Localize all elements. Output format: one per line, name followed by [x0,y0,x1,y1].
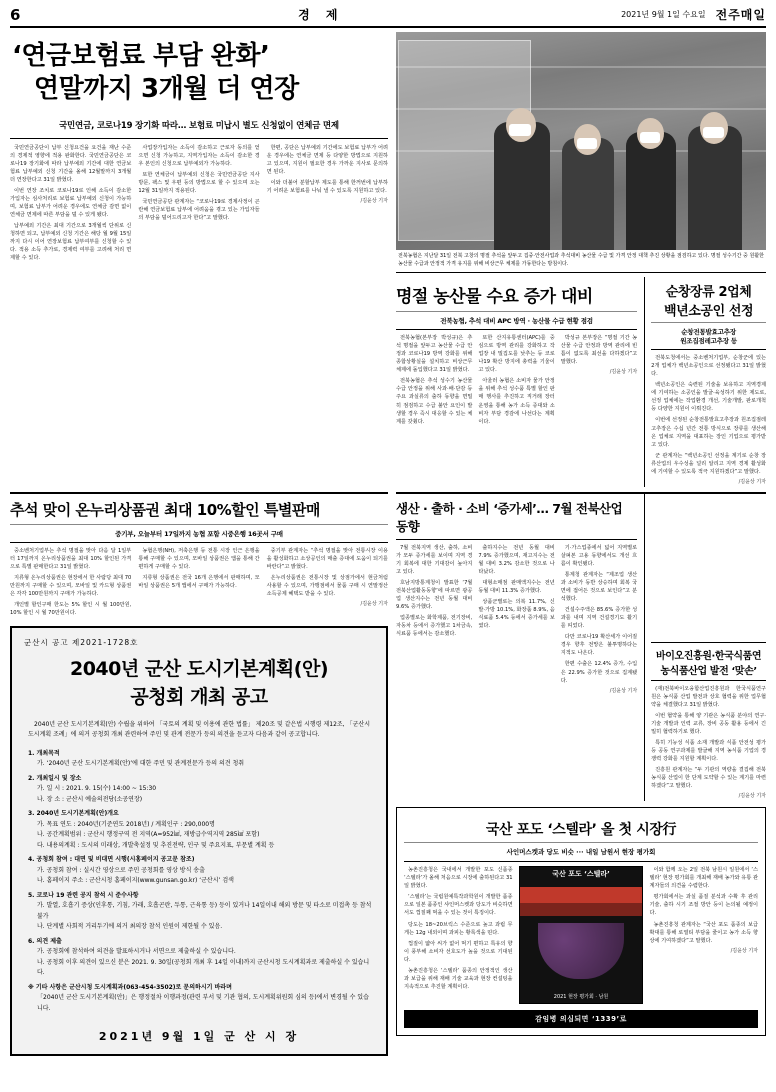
notice-item-sub: 나. 단계별 사회적 거리두기에 의거 최의장 참석 인원이 제한될 수 있음. [37,923,223,931]
paragraph: 농촌진흥청은 ‘스텔라’ 품종의 안정적인 생산과 보급을 위해 재배 기술 교육과 현장 컨설팅을 지속적으로 추진할 계획이다. [404,967,513,990]
notice-item-sub: 가. 공청회 참여 : 실시간 영상으로 주민 공청회를 영상 방식 송출 [37,866,205,874]
notice-item [28,855,374,887]
notice-item-title: 6. 의견 제출 [28,937,62,945]
paragraph: 아울러 농협은 소비자 물가 안정을 위해 추석 성수품 특별 할인 판매 행사를 추진하고 직거래 장터 운영을 통해 농가 소득 증대와 소비자 부담 경감에 나선다는 계획이다. [478,378,555,425]
paragraph: 또한 연체금이 납부예외 신청은 국민연금공단 지사 방문, 팩스 및 우편 등의 방법으로 할 수 있으며 오는 12월 31일까지 적용된다. [138,171,260,194]
article-headline: 생산 · 출하 · 소비 ‘증가세’… 7월 전북산업 동향 [396,500,623,534]
notice-item [28,891,374,933]
paragraph: 출하지수는 전년 동월 대비 7.9% 증가했으며, 재고지수는 전월 대비 3.2% 감소한 것으로 나타났다. [478,544,555,575]
poster-title: 국산 포도 ‘스텔라’ [552,870,610,879]
grape-column-2 [649,866,758,1004]
paragraph: 건설수주액은 85.6% 증가한 성과를 내며 지역 건설경기도 활기를 띠었다. [560,607,638,630]
grape-poster-wrap [519,866,644,1004]
paragraph: 농촌진흥청은 국내에서 개발한 포도 신품종 ‘스텔라’가 올해 처음으로 시장에 출하된다고 31일 밝혔다. [404,867,513,890]
paragraph: 농촌진흥청 관계자는 “국산 포도 품종의 보급 확대를 통해 로열티 부담을 줄이고 농가 소득 향상에 기여하겠다”고 말했다. [649,921,759,944]
byline: /김윤상 기자 [609,687,638,694]
notice-item-sub: 나. 홈페이지 주소 : 군산시청 홈페이지(www.gunsan.go.kr) ‘군산시’ 검색 [37,877,234,885]
article-column-2 [478,334,554,429]
article-kicker: 전북농협, 추석 대비 APC 방역 · 농산물 수급 현황 점검 [440,317,593,325]
notice-item-sub: 다. 내용의계획 : 도시의 미래상, 개발축설정 및 추진전략, 인구 및 주요지표, 부문별 계획 등 [37,841,275,849]
notice-header: 군산시 공고 제2021-1728호 [24,638,139,648]
grape-headline: 국산 포도 ‘스텔라’ 올 첫 시장行 [485,822,677,839]
notice-item-title: 2. 개최일시 및 장소 [28,774,82,782]
article-kicker [651,323,766,349]
notice-item-title: ※ 기타 사항은 군산시청 도시계획과(063-454-3502)로 문의하시기 바라며 [28,983,232,991]
notice-item-sub: 나. 공간계획범위 : 군산시 행정구역 전 지역(A=952㎢, 재방급수역지역 285㎢ 포함) [37,831,260,839]
page-number: 6 [10,5,21,24]
lead-subheadline: 국민연금, 코로나19 장기화 따라… 보험료 미납시 별도 신청없이 연체금 면제 [59,120,339,131]
onnuri-column-2 [138,547,259,621]
onnuri-column-3 [267,547,388,621]
paragraph: 이번 연장 조치로 코로나19로 인해 소득이 감소한 가입자는 심사처리로 보험료 납부예외 신청이 가능하며, 보험료 납부가 어려운 경우에도 연체금 감면 없이 연체금 면제에 따른 부담을 덜 수 있게 됐다. [10,187,132,219]
paragraph: 국민연금공단이 납부 신청요건을 요건을 재난 수준의 경제적 영향에 적용 완화한다. 국민연금공단은 코로나19 장기화에 따라 납부예외 기간에 대한 연금보험료 납부예외 신청 기간을 올해 12월말까지 3개월 더 연장한다고 31일 밝혔다. [10,144,132,183]
article-column-1 [396,334,472,429]
lead-headline [10,32,388,109]
article-headline [651,277,766,322]
lead-column-1 [10,144,131,266]
notice-item-title: 4. 공청회 참여 : 대면 및 비대면 시행(시홍페이지 공고문 참조) [28,856,195,864]
article-grape [396,807,766,1036]
paragraph: 껍질이 얇아 씨가 없어 먹기 편하고 특유의 향이 풍부해 소비자 선호도가 높을 것으로 기대된다. [404,940,513,963]
paragraph: 호남지방통계청이 발표한 ‘7월 전북산업활동동향’에 따르면 광공업 생산지수는 전년 동월 대비 9.6% 증가했다. [396,579,473,611]
notice-item-sub: 가. 일 시 : 2021. 9. 15(수) 14:00 ~ 15:30 [37,785,157,793]
top-right-zone [396,32,766,487]
notice-title-line1: 2040년 군산 도시기본계획(안) [69,658,329,681]
public-health-stamp: 감임병 의심되면 ‘1339’로 [404,1010,758,1028]
byline: /김윤상 기자 [738,793,766,800]
article-headline [651,643,766,680]
headline-line2: 백년소공인 선정 [663,304,754,319]
article-onnuri-headline: 추석 맞이 온누리상품권 최대 10%할인 특별판매 [10,500,320,519]
paragraph: 또한 산지유통센터(APC)를 중심으로 방역 관리를 강화하고 작업장 내 밀집도를 낮추는 등 코로나19 확산 방지에 총력을 기울이고 있다. [478,335,555,374]
masthead [10,6,766,28]
paragraph: 특히 기능성 식품 소재 개발과 식품 안전성 평가 등 공동 연구과제를 발굴해 지역 농식품 기업의 경쟁력 강화를 지원할 계획이다. [651,740,766,763]
publication-date: 2021년 9월 1일 수요일 [621,10,706,19]
lead-column-3 [267,144,388,266]
article-nongsanmul [396,277,637,487]
paragraph: 중기부 관계자는 “추석 명절을 맞아 전통시장 이용을 활성화하고 소상공인의 매출 증대에 도움이 되기를 바란다”고 밝혔다. [266,547,388,570]
notice-items [24,749,374,1015]
photo-caption: 전북농협은 지난달 31일 전북 고창의 명절 추석을 앞두고 집중·안전사업과 추석대비 농산물 수급 및 가격 안정 대책 추진 상황을 점검하고 있다. 명절 성수기간 중 원활한 농산물 수급과 안정적 가격 유지를 위해 비상근무 체제를 가동한다는 방침이다. [398,253,764,267]
industry-column-2 [478,544,554,696]
onnuri-column-1 [10,547,131,621]
grape-illustration [538,923,624,979]
paragraph: 지류형 상품권은 전국 16개 은행에서 판매하며, 모바일 상품권은 5개 앱에서 구매가 가능하다. [138,574,260,589]
paragraph: 지류형 온누리상품권은 현장에서 한 사람당 최대 70만원까지 구매할 수 있으며, 모바일 및 카드형 상품권은 각각 100만원까지 구매가 가능하다. [10,574,132,597]
paragraph: 대형소매점 판매액지수는 전년 동월 대비 11.3% 증가했다. [478,579,555,594]
article-bio [644,494,766,802]
notice-title-line2: 공청회 개최 공고 [130,685,268,708]
grape-kicker: 사인머스켓과 당도 비슷 ··· 내일 남원서 현장 평가회 [506,848,656,857]
paragraph: 다만 코로나19 확산세가 이어질 경우 향후 전망은 불투명하다는 지적도 나온다. [560,634,638,657]
article-sunchang [644,277,766,487]
paragraph: 납부예외 기간은 최대 기간으로 3개월씩 단위로 신청하면 되고, 납부예외 신청 기간은 해당 월 9월 15일까지 다시 이어 연장보험료 납부여부를 신청할 수 있다. 적용 소득 추가로, 경제력 여부를 고려해 처리 면제할 수 있다. [10,223,132,262]
paragraph: 이와 함께 오는 2일 전북 남원시 일원에서 ‘스텔라’ 현장 평가회를 개최해 재배 농가와 유통 관계자들의 의견을 수렴한다. [649,867,759,890]
byline: /김윤상 기자 [609,369,638,376]
paragraph: 전북도청에서는 중소벤처기업부, 순창군에 있는 2개 업체가 백년소공인으로 선정됐다고 31일 밝혔다. [651,355,766,378]
notice-item [28,749,374,770]
article-column-1 [651,350,766,487]
lead-headline-line1: ‘연금보험료 부담 완화’ [12,41,270,71]
article-onnuri-kicker: 중기부, 오늘부터 17일까지 농협 포함 시중은행 16곳서 구매 [115,529,283,538]
notice-title [24,653,374,720]
paragraph: 7월 전북지역 생산, 출하, 소비가 모두 증가세를 보이며 지역 경기 회복에 대한 기대감이 높아지고 있다. [396,544,473,575]
paragraph: 군 관계자는 “백년소공인 선정을 계기로 순창 장류산업의 우수성을 널리 알리고 지역 경제 활성화에 기여할 수 있도록 적극 지원하겠다”고 말했다. [651,452,766,475]
bio-column-1 [651,681,766,802]
paragraph: (재)전북바이오융합산업진흥원과 한국식품연구원은 농식품 산업 발전과 상호 협력을 위한 업무협약을 체결했다고 31일 밝혔다. [651,685,766,708]
paragraph: 기·가스업종에서 넓어 지역별로 살펴본 고용 동향에서도 개선 흐름이 확인됐다. [560,544,638,567]
industry-bio-row [396,494,766,802]
paragraph: ‘스텔라’는 국립원예특작과학원이 개발한 품종으로 일본 품종인 샤인머스켓과 당도가 비슷하면서도 껍질째 먹을 수 있는 것이 특징이다. [404,894,513,917]
paragraph: 중소벤처기업부는 추석 명절을 맞아 다음 달 1일부터 17일까지 온누리상품권을 최대 10% 할인된 가격으로 특별 판매한다고 31일 밝혔다. [10,547,132,570]
paragraph: 한편 수출은 12.4% 증가, 수입은 22.9% 증가한 것으로 집계됐다. [560,661,638,684]
paragraph: 한편, 공단은 납부예외 기간에도 보험료 납부가 어려운 경우에는 연체금 면제 등 다양한 방법으로 지원하고 있으며, 지원이 필요한 경우 가까운 지사로 문의하면 된다. [266,144,388,175]
paragraph: 농협은행(NH), 저축은행 등 전통 시장 인근 은행을 통해 구매할 수 있으며, 모바일 상품권은 앱을 통해 간편하게 구매할 수 있다. [138,547,260,570]
notice-item-sub: 가. 목표 연도 : 2040년(기준연도 2018년) / 계획인구 : 290,000명 [37,820,215,828]
headline-line1: 순창장류 2업체 [665,285,752,300]
paragraph: 국민연금공단 관계자는 “코로나19로 경제사정이 곤란해 연금보험료 납부에 어려움을 겪고 있는 가입자들의 부담을 덜어드리고자 한다”고 말했다. [138,198,260,222]
byline: /김윤상 기자 [730,947,759,954]
notice-item-title: 1. 개최목적 [28,749,60,757]
notice-item-sub: 나. 장 소 : 군산시 예술의전당(소공연장) [37,795,143,803]
headline-line1: 바이오진흥원·한국식품연 [655,650,762,662]
lead-headline-line2: 연말까지 3개월 더 연장 [34,74,299,105]
byline: /김윤상 기자 [360,601,388,607]
paragraph: 온누리상품권은 전통시장 및 상점가에서 현금처럼 사용할 수 있으며, 가맹점에서 물품 구매 시 연말정산 소득공제 혜택도 받을 수 있다. [266,574,388,597]
mid-left-zone [10,492,388,1056]
news-photo [396,32,766,250]
notice-signature: 2021년 9월 1일 군 산 시 장 [98,1030,300,1044]
paper-title: 전주매일 [715,8,766,22]
paragraph: 평가회에서는 과실 품질 분석과 수확 후 관리 기술, 출하 시기 조절 방안 등이 논의될 예정이다. [649,894,759,917]
top-zone [10,32,766,487]
notice-lead: 2040년 군산 도시기본계획(안) 수립을 위하여 「국토의 계획 및 이용에 관한 법률」 제20조 및 같은법 시행령 제12조, 「군산시 도시계획 조례」에 의거 공청회 개최 관련하여 주민 및 관계 전문가 등의 의견을 듣고자 다음과 같이 공고합니다. [28,721,370,739]
lead-story [10,32,388,487]
paragraph: 업종별로는 화학제품, 전기장비, 자동차 등에서 증가했고 1차금속, 식료품 등에서는 감소했다. [396,615,473,638]
headline-line2: 농식품산업 발전 ‘맞손’ [660,665,757,677]
paragraph: 백년소공인은 숙련된 기술을 보유하고 지역경제에 기여하는 소공인을 발굴·육성하기 위한 제도로, 선정 업체에는 작업환경 개선, 기술개발, 판로개척 등 다양한 지원이 이뤄진다. [651,382,766,413]
notice-item [28,809,374,851]
paragraph: 통계청 관계자는 “제조업 생산과 소비가 동반 상승하며 회복 국면에 접어든 것으로 보인다”고 분석했다. [560,571,638,602]
paragraph: 이번 협약을 통해 양 기관은 농식품 분야의 연구·기술 개발과 인력 교류, 장비 공동 활용 등에서 긴밀히 협력하기로 했다. [651,712,766,735]
mid-right-zone [396,492,766,1056]
section-title: 경 제 [298,8,344,22]
article-industry [396,494,637,802]
lead-column-2 [138,144,259,266]
byline: /김윤상 기자 [360,197,388,204]
paragraph: 전북농협은 추석 성수기 농산물 수급 안정을 위해 사과·배·단감 등 주요 과실류의 출하 동향을 면밀히 점검하고 수급 불안 요인이 발생할 경우 즉시 대응할 수 있는 체계를 갖췄다. [396,378,473,425]
notice-item-sub: 가. 발열, 호흡기 증상(인후통, 기침, 가래, 호흡곤란, 두통, 근육통 등) 등이 있거나 14일이내 해외 방문 및 타소로 미접촉 등 참석 불가 [37,902,372,920]
kicker-line2: 원조집점레고추장 등 [680,337,737,345]
paragraph: 박성규 본부장은 “명절 기간 농산물 수급 안정과 방역 관리에 빈틈이 없도록 최선을 다하겠다”고 말했다. [560,335,638,366]
article-onnuri-body [10,543,388,621]
notice-item [28,983,374,1015]
notice-item-sub: 「2040년 군산 도시기본계획(안)」은 행정절차 이행과정(관련 부서 및 기관 협의, 도시계획위원회 심의 등)에서 변경될 수 있습니다. [37,994,369,1012]
paragraph: 상품군별로는 의복 11.7%, 신발·가방 10.1%, 화장품 8.9%, 음식료품 5.4% 등에서 증가세를 보였다. [478,599,555,630]
paragraph: 전북농협(본부장 박성규)은 추석 명절을 앞두고 농산물 수급 안정과 코로나19 방역 강화를 위해 종합상황실을 설치하고 비상근무 체제에 돌입했다고 31일 밝혔다. [396,335,473,374]
notice-item-sub: 가. ‘2040년 군산 도시기본계획(안)’에 대한 주민 및 관계전문가 등의 의견 청취 [37,760,245,768]
industry-column-3 [561,544,637,696]
public-notice [10,626,388,1056]
paragraph: 당도는 18~20브릭스 수준으로 높고 과립 무게는 12g 내외이며 과피는 황록색을 띤다. [404,921,513,936]
notice-item [28,937,374,979]
paragraph: 진흥원 관계자는 “두 기관의 역량을 결집해 전북 농식품 산업이 한 단계 도약할 수 있는 계기를 마련하겠다”고 말했다. [651,767,766,790]
notice-item-title: 5. 코로나 19 관련 공지 참석 시 준수사항 [28,891,139,899]
grape-column-1 [404,866,513,1004]
notice-item-sub: 나. 공청회 이후 의견이 있으신 분은 2021. 9. 30일(공청회 개최 후 14일 이내)까지 군산시청 도시계획과로 제출하실 수 있습니다. [37,958,370,977]
paragraph: 이와 더불어 분할납부 제도를 통해 한꺼번에 납부하기 어려운 보험료를 나눠 낼 수 있도록 지원하고 있다. [266,179,388,194]
paragraph: 개인별 할인구매 한도는 5% 할인 시 월 100만원, 10% 할인 시 월 70만원이다. [10,602,132,617]
kicker-line1: 순창전통발효고추장 [681,328,736,336]
poster-footer: 2021 현장 평가회 · 남원 [553,994,609,1001]
lead-body [10,138,388,266]
mid-zone [10,492,766,1056]
article-column-3 [561,334,637,429]
byline: /김윤상 기자 [738,478,766,485]
paragraph: 이번에 선정된 순창전통발효고추장과 원조집점레고추장은 수십 년간 전통 방식으로 장류를 생산해온 업체로 지역을 대표하는 장인 기업으로 평가받고 있다. [651,417,766,448]
masthead-right [621,6,766,23]
paragraph: 사업장가입자는 소득이 감소하고 근로자 동의를 얻으면 신청 가능하고, 지역가입자는 소득이 감소한 경우 본인의 신청으로 납부예외가 가능하다. [138,144,260,167]
article-headline: 명절 농산물 수요 증가 대비 [396,287,593,307]
grape-poster [519,866,644,1004]
industry-column-1 [396,544,472,696]
notice-item [28,774,374,806]
notice-item-title: 3. 2040년 도시기본계획(안)개요 [28,810,119,818]
right-articles [396,277,766,487]
notice-item-sub: 가. 공청회에 참석하여 의견을 발표하시거나 서면으로 제출하실 수 있습니다. [37,948,236,956]
